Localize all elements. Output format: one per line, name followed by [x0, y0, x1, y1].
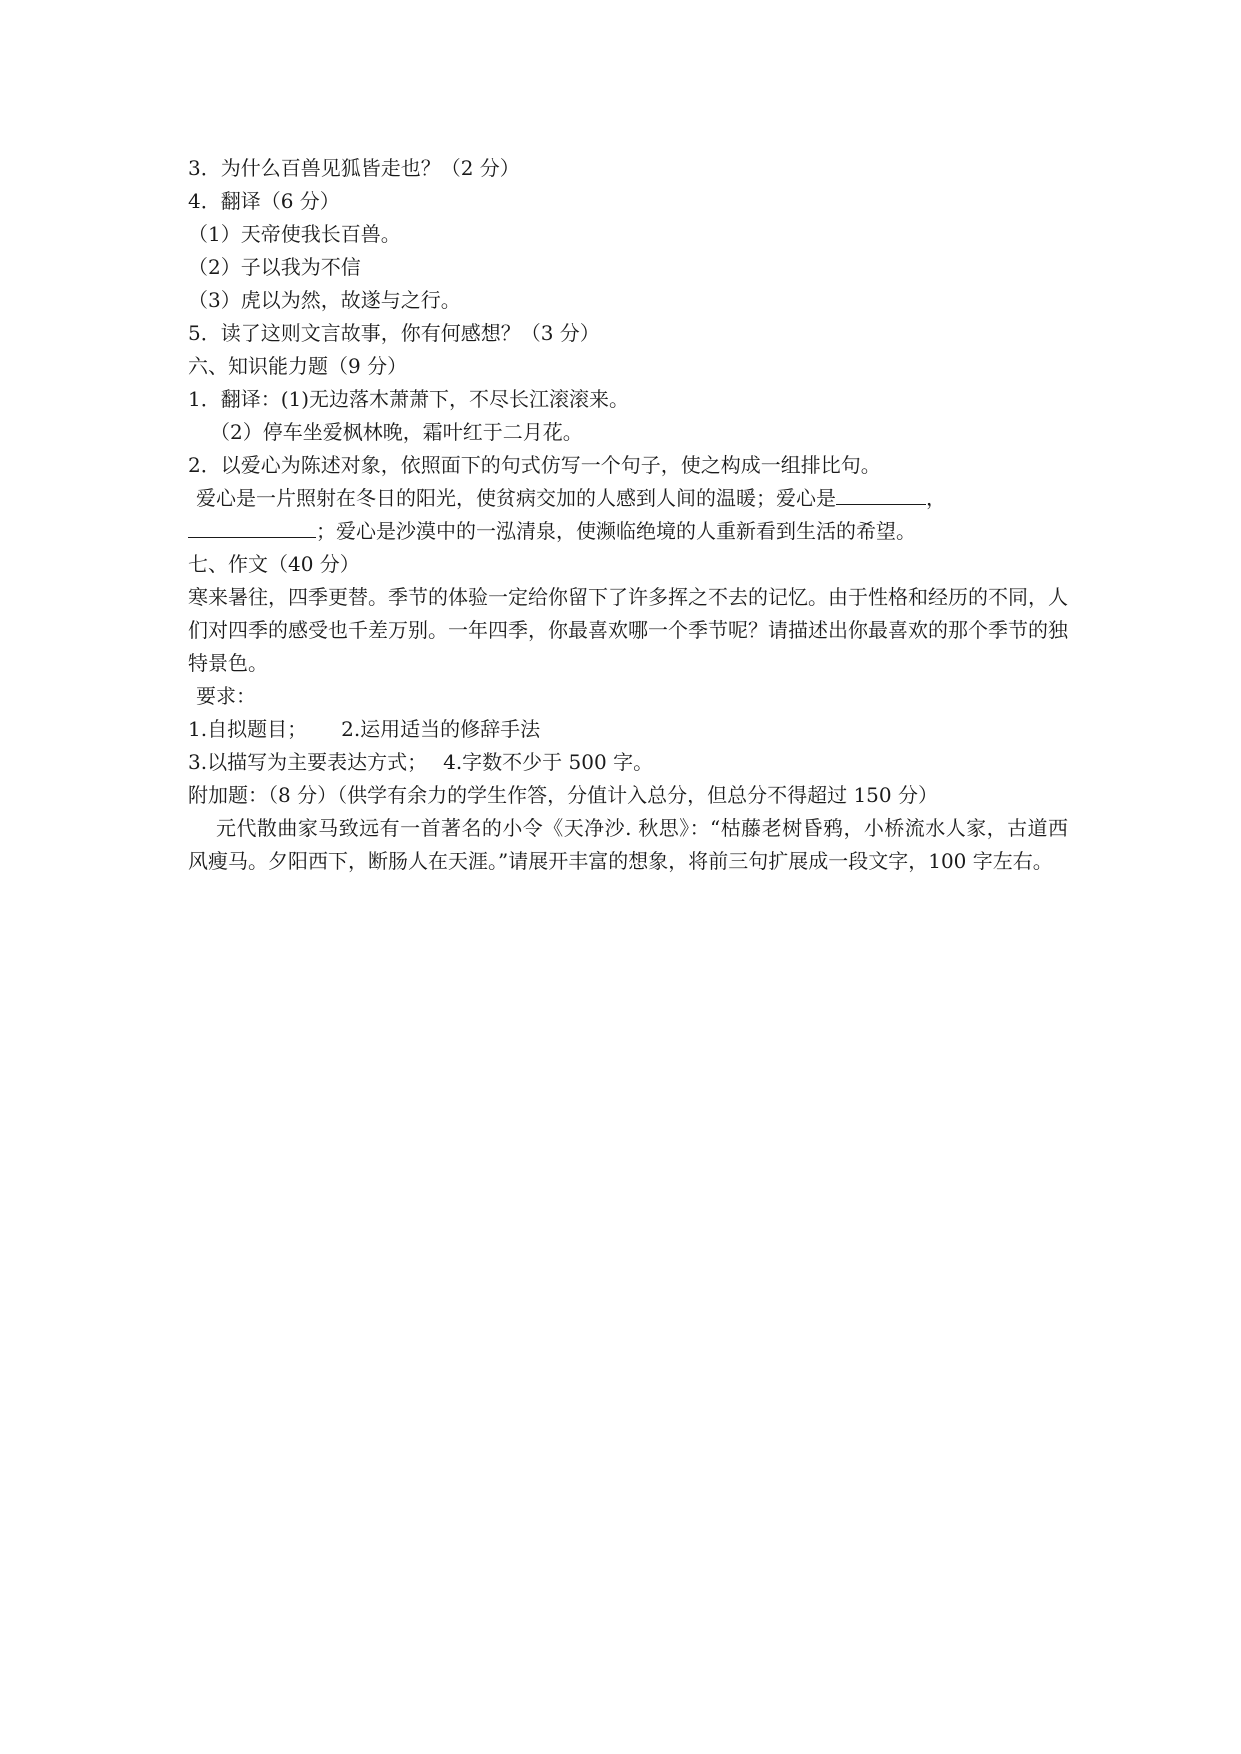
- section-6-heading: 六、知识能力题（9 分）: [188, 354, 408, 378]
- parallel-sentence-line-2: [188, 515, 1068, 548]
- parallel-sentence-line-1: [188, 482, 1068, 515]
- parallel-sentence-text-1: 爱心是一片照射在冬日的阳光，使贫病交加的人感到人间的温暖；爱心是: [196, 486, 836, 510]
- bonus-question: 元代散曲家马致远有一首著名的小令《天净沙. 秋思》：“枯藤老树昏鸦，小桥流水人家，古道西风瘦马。夕阳西下，断肠人在天涯。”请展开丰富的想象，将前三句扩展成一段文字，100 字左右。: [188, 816, 1068, 873]
- essay-prompt: 寒来暑往，四季更替。季节的体验一定给你留下了许多挥之不去的记忆。由于性格和经历的不同，人们对四季的感受也千差万别。一年四季，你最喜欢哪一个季节呢？请描述出你最喜欢的那个季节的独特景色。: [188, 585, 1068, 675]
- question-5: 5．读了这则文言故事，你有何感想？（3 分）: [188, 321, 600, 345]
- answer-blank-1[interactable]: [836, 482, 926, 505]
- requirements-heading: 要求：: [196, 684, 256, 708]
- section-6-question-1: 1．翻译：(1)无边落木萧萧下，不尽长江滚滚来。: [188, 387, 630, 411]
- requirement-4: 4.字数不少于 500 字。: [443, 750, 654, 774]
- question-3: 3．为什么百兽见狐皆走也？（2 分）: [188, 156, 520, 180]
- requirements-row-2: [188, 746, 1068, 779]
- requirement-3: 3.以描写为主要表达方式；: [188, 750, 428, 774]
- exam-content: [188, 152, 1068, 878]
- question-4-item-2: （2）子以我为不信: [188, 255, 361, 279]
- section-7-heading: 七、作文（40 分）: [188, 552, 360, 576]
- parallel-sentence-text-2: ；爱心是沙漠中的一泓清泉，使濒临绝境的人重新看到生活的希望。: [316, 519, 916, 543]
- requirements-row-1: [188, 713, 1068, 746]
- requirement-2: 2.运用适当的修辞手法: [341, 717, 541, 741]
- bonus-heading: 附加题：（8 分）（供学有余力的学生作答，分值计入总分，但总分不得超过 150 分）: [188, 783, 938, 807]
- question-4-item-3: （3）虎以为然，故遂与之行。: [188, 288, 461, 312]
- requirement-1: 1.自拟题目；: [188, 717, 308, 741]
- question-4-item-1: （1）天帝使我长百兽。: [188, 222, 401, 246]
- comma: ，: [926, 486, 946, 510]
- section-6-question-1-part-2: （2）停车坐爱枫林晚，霜叶红于二月花。: [210, 420, 583, 444]
- section-6-question-2: 2．以爱心为陈述对象，依照面下的句式仿写一个句子，使之构成一组排比句。: [188, 453, 881, 477]
- question-4: 4．翻译（6 分）: [188, 189, 340, 213]
- answer-blank-2[interactable]: [188, 515, 316, 538]
